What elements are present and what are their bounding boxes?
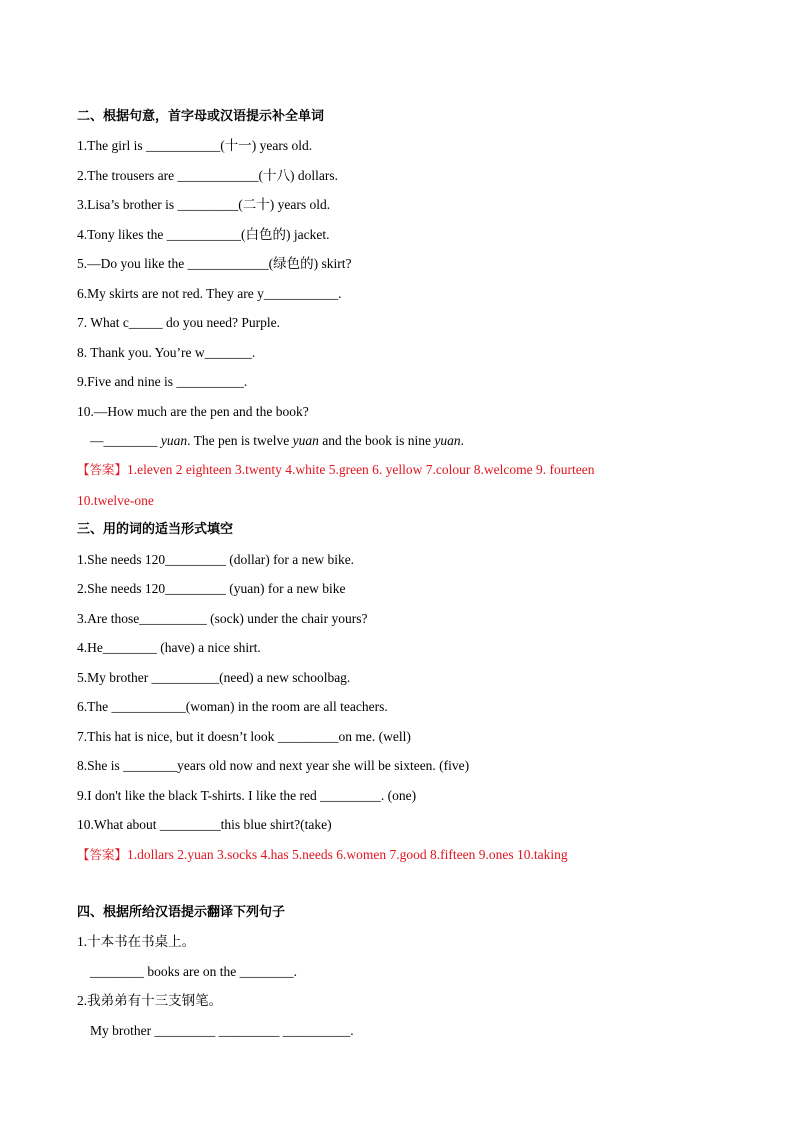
s2-item-10-mid2: and the book is nine [318, 433, 435, 448]
answer-tag: 【答案】 [77, 847, 128, 862]
s2-item-10: 10.—How much are the pen and the book? [77, 404, 309, 419]
s4-item-1: 1.十本书在书桌上。 [77, 934, 196, 949]
s2-item-9: 9.Five and nine is __________. [77, 374, 248, 389]
answer-tag: 【答案】 [77, 462, 128, 477]
section-3-title: 三、用的词的适当形式填空 [77, 522, 234, 537]
section-4-title: 四、根据所给汉语提示翻译下列句子 [77, 905, 286, 920]
s3-answer-line [77, 846, 568, 864]
s3-item-7: 7.This hat is nice, but it doesn’t look _________on me. (well) [77, 729, 411, 744]
s3-item-10: 10.What about _________this blue shirt?(take) [77, 817, 332, 832]
s2-item-6: 6.My skirts are not red. They are y___________. [77, 286, 342, 301]
s4-item-2-answer: My brother _________ _________ __________. [90, 1023, 354, 1038]
s2-answer-line-2: 10.twelve-one [77, 493, 154, 508]
s3-item-4: 4.He________ (have) a nice shirt. [77, 640, 261, 655]
s2-item-7: 7. What c_____ do you need? Purple. [77, 315, 280, 330]
s2-answer-text: 1.eleven 2 eighteen 3.twenty 4.white 5.green 6. yellow 7.colour 8.welcome 9. fourteen [127, 462, 595, 477]
s2-item-8: 8. Thank you. You’re w_______. [77, 345, 256, 360]
s2-item-5: 5.—Do you like the ____________(绿色的) skirt? [77, 256, 352, 271]
s4-item-1-answer: ________ books are on the ________. [90, 964, 297, 979]
s3-answer-text: 1.dollars 2.yuan 3.socks 4.has 5.needs 6.women 7.good 8.fifteen 9.ones 10.taking [127, 847, 568, 862]
s3-item-1: 1.She needs 120_________ (dollar) for a new bike. [77, 552, 355, 567]
section-2-title: 二、根据句意，首字母或汉语提示补全单词 [77, 109, 325, 124]
s3-item-2: 2.She needs 120_________ (yuan) for a new bike [77, 581, 346, 596]
s2-answer-line [77, 461, 595, 479]
yuan-word-2: yuan [292, 433, 319, 448]
s3-item-8: 8.She is ________years old now and next year she will be sixteen. (five) [77, 758, 470, 773]
s4-item-2: 2.我弟弟有十三支钢笔。 [77, 993, 223, 1008]
s2-item-10-prefix: —________ [90, 433, 161, 448]
yuan-word-1: yuan [160, 433, 188, 448]
s3-item-6: 6.The ___________(woman) in the room are all teachers. [77, 699, 388, 714]
s2-item-10-answer-line [90, 432, 464, 450]
s3-item-9: 9.I don't like the black T-shirts. I like the red _________. (one) [77, 788, 417, 803]
yuan-word-3: yuan [434, 433, 461, 448]
s2-item-2: 2.The trousers are ____________(十八) dollars. [77, 168, 338, 183]
s2-item-10-mid1: . The pen is twelve [187, 433, 293, 448]
s3-item-5: 5.My brother __________(need) a new schoolbag. [77, 670, 351, 685]
s3-item-3: 3.Are those__________ (sock) under the chair yours? [77, 611, 368, 626]
s2-item-4: 4.Tony likes the ___________(白色的) jacket. [77, 227, 330, 242]
s2-item-3: 3.Lisa’s brother is _________(二十) years old. [77, 197, 331, 212]
s2-item-1: 1.The girl is ___________(十一) years old. [77, 138, 313, 153]
s2-item-10-end: . [460, 433, 464, 448]
